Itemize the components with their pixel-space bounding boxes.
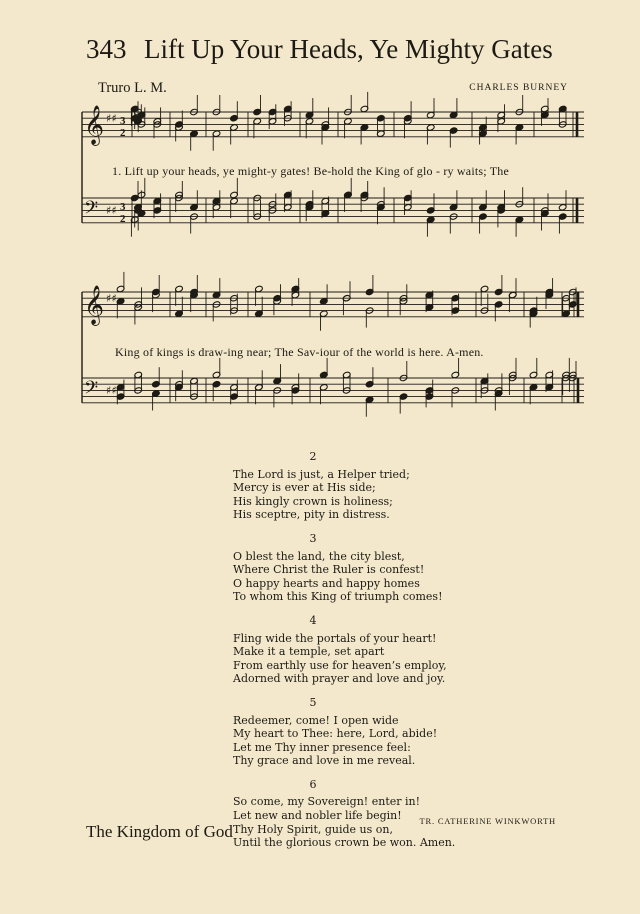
lyric-line-2: King of kings is draw-ing near; The Sav-iour of the world is here. A-men. [115, 345, 484, 359]
key-signature-icon: ♯♯ [106, 112, 117, 125]
verse-4 [233, 614, 533, 686]
verse-number: 3 [309, 531, 317, 545]
bass-clef-icon: 𝄢 [84, 198, 99, 223]
verse-6 [233, 778, 533, 850]
verses-block [233, 450, 533, 860]
verse-line: Thy grace and love in me reveal. [233, 754, 416, 768]
verse-number: 6 [309, 777, 317, 791]
verse-line: Where Christ the Ruler is confest! [233, 563, 425, 577]
treble-clef-icon: 𝄞 [84, 105, 105, 145]
key-signature-icon: ♯♯ [106, 292, 117, 305]
verse-line: So come, my Sovereign! enter in! [233, 795, 421, 809]
hymn-title: Lift Up Your Heads, Ye Mighty Gates [144, 34, 553, 64]
verse-line: Thy Holy Spirit, guide us on, [233, 822, 393, 836]
verse-line: Fling wide the portals of your heart! [233, 631, 437, 645]
verse-2 [233, 450, 533, 522]
verse-line: The Lord is just, a Helper tried; [233, 467, 410, 481]
verse-line: Let me Thy inner presence feel: [233, 740, 411, 754]
verse-line: His kingly crown is holiness; [233, 494, 393, 508]
verse-number: 2 [309, 450, 317, 463]
verse-line: Mercy is ever at His side; [233, 481, 376, 495]
verse-line: From earthly use for heaven’s employ, [233, 658, 447, 672]
treble-clef-icon: 𝄞 [84, 285, 105, 325]
verse-line: My heart to Thee: here, Lord, abide! [233, 727, 438, 741]
time-signature-icon: 3 [120, 201, 126, 213]
verse-line: Let new and nobler life begin! [233, 809, 402, 823]
verse-line: His sceptre, pity in distress. [233, 508, 390, 522]
translator-credit: TR. CATHERINE WINKWORTH [419, 816, 556, 826]
tune-name: Truro L. M. [98, 80, 167, 96]
time-signature-icon: 3 [120, 115, 126, 127]
note-heads [116, 92, 577, 417]
hymn-number: 343 [86, 34, 127, 64]
verse-line: Redeemer, come! I open wide [233, 713, 399, 727]
verse-number: 5 [309, 695, 317, 709]
verse-5 [233, 696, 533, 768]
bass-clef-icon: 𝄢 [84, 378, 99, 403]
verse-line: Adorned with prayer and love and joy. [233, 672, 446, 686]
verse-line: Until the glorious crown be won. Amen. [233, 836, 456, 850]
verse-line: To whom this King of triumph comes! [233, 590, 443, 604]
verse-3 [233, 532, 533, 604]
composer-credit: CHARLES BURNEY [469, 83, 568, 93]
verse-line: Make it a temple, set apart [233, 645, 385, 659]
section-footer: The Kingdom of God [86, 822, 233, 841]
time-signature-icon: 2 [120, 213, 126, 225]
lyric-line-1: 1. Lift up your heads, ye might-y gates! Be-hold the King of glo - ry waits; The [112, 164, 510, 178]
key-signature-icon: ♯♯ [106, 204, 117, 217]
time-signature-icon: 2 [120, 127, 126, 139]
verse-number: 4 [309, 613, 317, 627]
verse-line: O blest the land, the city blest, [233, 549, 405, 563]
verse-line: O happy hearts and happy homes [233, 576, 420, 590]
key-signature-icon: ♯♯ [106, 384, 117, 397]
